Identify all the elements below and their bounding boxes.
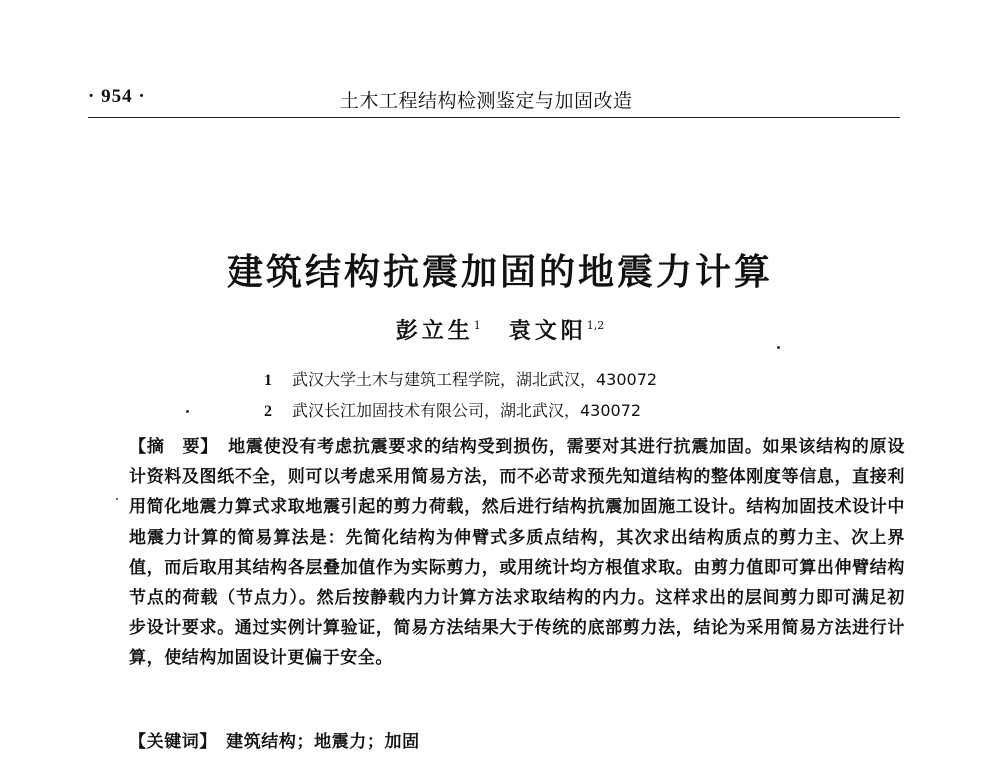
keywords-line: 【关键词】 建筑结构；地震力；加固 xyxy=(129,732,420,752)
affiliation xyxy=(264,367,657,390)
scan-speck xyxy=(116,498,118,500)
affiliation-number: 2 xyxy=(264,403,272,420)
scan-speck xyxy=(777,346,780,349)
author-name: 袁文阳 xyxy=(508,318,587,344)
affiliation-text: 武汉大学土木与建筑工程学院，湖北武汉，430072 xyxy=(292,370,658,389)
abstract-label: 【摘 要】 xyxy=(129,437,219,457)
header-rule xyxy=(88,117,900,118)
author-affiliation-mark: 1,2 xyxy=(586,319,605,332)
abstract xyxy=(129,432,905,674)
author-name: 彭立生 xyxy=(395,318,474,344)
page-number: · 954 · xyxy=(88,86,146,107)
article-title: 建筑结构抗震加固的地震力计算 xyxy=(226,252,773,293)
journal-name: 土木工程结构检测鉴定与加固改造 xyxy=(340,90,633,112)
scan-speck xyxy=(186,410,189,413)
affiliation xyxy=(264,398,641,421)
author-list xyxy=(0,314,1000,345)
affiliation-text: 武汉长江加固技术有限公司，湖北武汉，430072 xyxy=(292,401,642,420)
author-affiliation-mark: 1 xyxy=(473,319,481,332)
abstract-text: 地震使没有考虑抗震要求的结构受到损伤，需要对其进行抗震加固。如果该结构的原设计资料及图纸不全，则可以考虑采用简易方法，而不必苛求预先知道结构的整体刚度等信息，直接利用简化地震力算式求取地震引起的剪力荷载，然后进行结构抗震加固施工设计。结构加固技术设计中地震力计算的简易算法是：先简化结构为伸臂式多质点结构，其次求出结构质点的剪力主、次上界值，而后取用其结构各层叠加值作为实际剪力，或用统计均方根值求取。由剪力值即可算出伸臂结构节点的荷载（节点力）。然后按静载内力计算方法求取结构的内力。这样求出的层间剪力即可满足初步设计要求。通过实例计算验证，简易方法结果大于传统的底部剪力法，结论为采用简易方法进行计算，使结构加固设计更偏于安全。 xyxy=(129,437,905,669)
affiliation-number: 1 xyxy=(264,372,272,389)
running-header xyxy=(88,84,900,114)
